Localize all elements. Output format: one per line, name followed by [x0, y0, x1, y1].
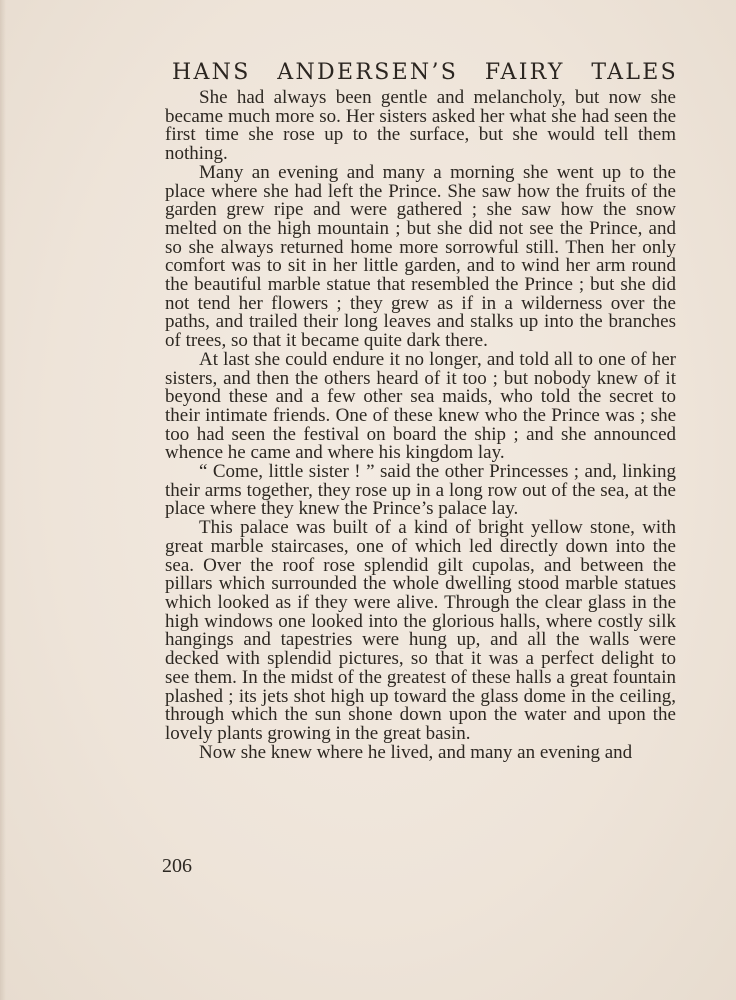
- body-text: [165, 89, 676, 762]
- paragraph: Many an evening and many a morning she went up to the place where she had left the Prince. She saw how the fruits of the garden grew ripe and were gathered ; she saw how the snow melted on the high mountain ; but she did not see the Prince, and so she always returned home more sorrowful still. Then her only comfort was to sit in her little garden, and to wind her arm round the beautiful marble statue that resembled the Prince ; but she did not tend her flowers ; they grew as if in a wilderness over the paths, and trailed their long leaves and stalks up into the branches of trees, so that it became quite dark there.: [165, 161, 676, 352]
- paragraph: Now she knew where he lived, and many an evening and: [199, 741, 633, 763]
- page-edge-shadow: [0, 0, 6, 1000]
- running-head: HANS ANDERSEN’S FAIRY TALES: [172, 60, 678, 85]
- paragraph: She had always been gentle and melancholy, but now she became much more so. Her sisters asked her what she had seen the first time she rose up to the surface, but she would tell them nothing.: [165, 87, 676, 165]
- paragraph: This palace was built of a kind of bright yellow stone, with great marble staircases, one of which led directly down into the sea. Over the roof rose splendid gilt cupolas, and between the pillars which surrounded the whole dwelling stood marble statues which looked as if they were alive. Through the clear glass in the high windows one looked into the glorious halls, where costly silk hangings and tapestries were hung up, and all the walls were decked with splendid pictures, so that it was a perfect delight to see them. In the midst of the greatest of these halls a great fountain plashed ; its jets shot high up toward the glass dome in the ceiling, through which the sun shone down upon the water and upon the lovely plants growing in the great basin.: [165, 517, 676, 744]
- paragraph: At last she could endure it no longer, and told all to one of her sisters, and then the others heard of it too ; but nobody knew of it beyond these and a few other sea maids, who told the secret to their intimate friends. One of these knew who the Prince was ; she too had seen the festival on board the ship ; and she announced whence he came and where his kingdom lay.: [165, 348, 676, 464]
- page-number: 206: [162, 855, 192, 877]
- paragraph: “ Come, little sister ! ” said the other Princesses ; and, linking their arms together, they rose up in a long row out of the sea, at the place where they knew the Prince’s palace lay.: [165, 461, 676, 520]
